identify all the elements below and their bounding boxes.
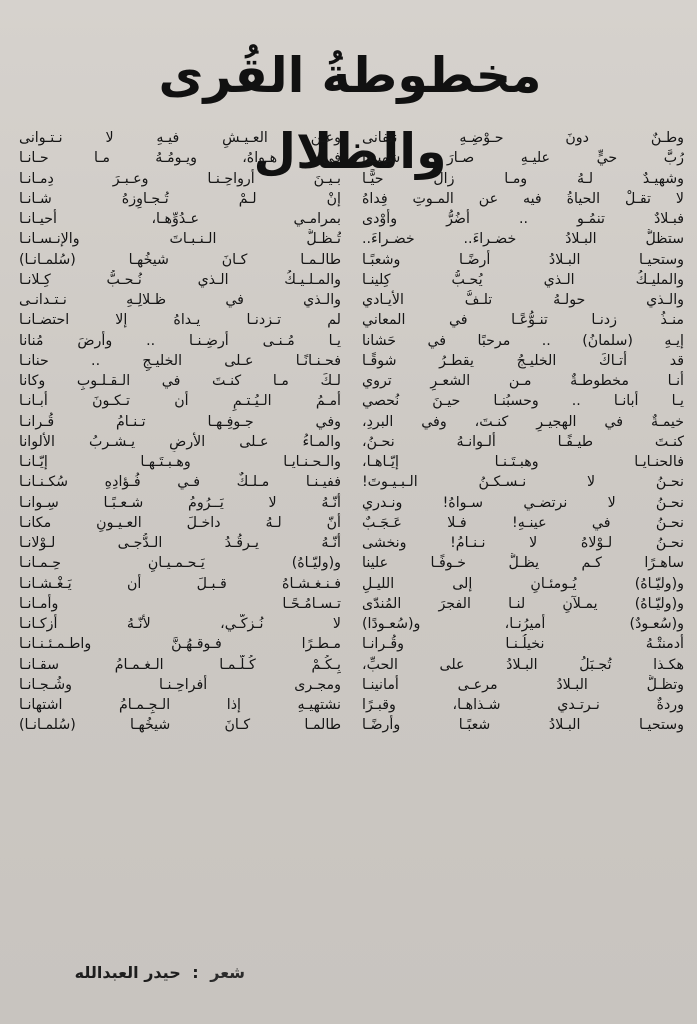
left-column-line: لم تـزدنـا يـداهُ إلا احتضـانـا [19, 312, 341, 329]
left-column-line: لا نُـزكّـي، لأنّـهُ أزكـانـا [19, 616, 341, 632]
right-column-line: خيمـةٌ في الهجيـرِ كنـتَ، وفي البردِ، [362, 413, 684, 430]
right-column-line: ساهـرًا كـم يظـلُّ خـوفًـا علينا [362, 555, 684, 572]
right-column-line: فالحنـايـا وهبـتَـنـا إيّـاهـا، [362, 454, 684, 470]
right-column-line: وطـنٌ دونَ حـوْضِـهِ نتفانى [362, 130, 684, 146]
left-column-line: نشتهيـهِ إذا الـجِـمـامُ اشتهانـا [19, 697, 341, 713]
poem-left-column [19, 128, 341, 736]
left-column-line: بـيـنَ أرواحِـنـا وعـبـرَ دِمـانـا [19, 170, 341, 187]
left-column-line: تُـظـلُّ الـنـبـاتَ والإنـسـانـا [19, 231, 341, 248]
right-column-line: وتظـلُّ البـلادُ مرعـى أمانينـا [362, 676, 684, 693]
right-column-line: و(وليّـاهُ) يمـلآنِ لنـا الفجرَ المُندّى [362, 595, 684, 612]
right-column-line: وردةٌ نـرتـدي شـذاهـا، وقبـرًا [362, 697, 684, 713]
right-column-line: قد أتـاكَ الخليـجُ يقطـرُ شوقًـا [362, 352, 684, 369]
right-column-line: وستحيـا البـلادُ شعبًـا وأرضًـا [362, 717, 684, 734]
left-column-line: يـا مُـنـى أرضِـنـا .. وأرضَ مُنانا [19, 332, 341, 349]
right-column-line: إيـهِ (سلمانُ) .. مرحبًا في حَشانا [362, 332, 684, 349]
left-column-line: والمـاءُ عـلى الأرضِ يـشـربُ الألوانا [19, 433, 341, 450]
right-column-line: نحـنُ في عينـهِ! فـلا عَـجَـبٌ [362, 514, 684, 531]
right-column-line: أنـا مخطوطـةٌ مـن الشعـرِ تروي [362, 373, 684, 389]
left-column-line: لـكَ مـا كنـتَ في الـقـلـوبِ وكانا [19, 373, 341, 389]
right-column-line: وشهيـدٌ لـهُ ومـا زالَ حيًّـا [362, 170, 684, 187]
right-column-line: لا تقـلْ الحياةُ فيه عن المـوتِ فِداهُ [362, 190, 684, 207]
right-column-line: و(سُعـودٌ) أميرُنـا، و(سُعـودًا) [362, 616, 684, 632]
right-column-line: فبـلادٌ تنمُـو .. أضُرُّ وأوْدى [362, 211, 684, 227]
right-column-line: أدمنتْـهُ نخيلُـنـا وقُـرانـا [362, 636, 684, 653]
left-column-line: في هـواهُ، ويـومُـهُ مـا حـانـا [19, 150, 341, 167]
right-column-line: رُبَّ حيٍّ عليـهِ صـارَ شهيـدًا [362, 150, 684, 167]
credit-label: شعر [210, 963, 245, 982]
left-column-line: مـطـرًا فـوقـهُـنَّ واطـمـئـنـانـا [19, 636, 341, 653]
left-column-line: وفي جـوفِـهـا تـنـامُ قُـرانـا [19, 413, 341, 430]
right-column-line: وستحيـا البـلادُ أرضًـا وشعبًـا [362, 251, 684, 268]
right-column-line: نحـنُ لا نرتضـي سـواهُ! ونـدري [362, 494, 684, 511]
left-column-line: والمـلـيـكُ الـذي نُـحـبُّ كِـلانـا [19, 271, 341, 288]
left-column-line: بِـكُـمْ كُـلّـمـا الـغـمـامُ سقـانـا [19, 656, 341, 673]
left-column-line: إنْ لـمْ تُـجـاوِزهُ شـانـا [19, 190, 341, 207]
left-column-line: و(وليّـاهُ) يَـحـمـيـانِ حِـمـانـا [19, 555, 341, 572]
right-column-line: كنـتَ طيـفًـا ألـوانـهُ نحـنُ، [362, 433, 684, 450]
right-column-line: نحـنُ لا نـسـكـنُ الـبـيـوتَ! [362, 474, 684, 491]
right-column-line: ستظلُّ البـلادُ خضـراءَ.. خضـراءَ.. [362, 231, 684, 248]
poem-right-column [362, 128, 684, 736]
left-column-line: ومجـرى أفراحِـنـا وشُـجـانـا [19, 676, 341, 693]
right-column-line: منـذُ زدنـا تنـوُّعًـا في المعاني [362, 312, 684, 329]
poet-name: حيدر العبدالله [74, 963, 181, 982]
right-column-line: نحـنُ لـوْلاهُ لا نـنـامُ! ونخشى [362, 535, 684, 551]
left-column-line: أنّـهُ يـرقُـدُ الـدُّجـى لـوْلانـا [19, 535, 341, 551]
right-column-line: و(وليّـاهُ) يُـومئـانِ إلى الليـلِ [362, 575, 684, 592]
right-column-line: هكـذا تُجـبَلُ البـلادُ على الحبِّ، [362, 656, 684, 673]
left-column-line: أنّ لـهُ داخـلَ العـيـونِ مكانـا [19, 514, 341, 531]
left-column-line: بمرامـي عـدُوِّهـا، أحيـانـا [19, 211, 341, 227]
poet-credit [30, 960, 245, 986]
left-column-line: تـسـامُـحًـا وأمـانـا [19, 595, 341, 612]
left-column-line: والـحـنـايـا وهـبـتَـهـا إيّـانـا [19, 454, 341, 470]
right-column-line: والـذي حولـهُ تلـفُّ الأيـادي [362, 292, 684, 308]
right-column-line: والمليـكُ الـذي يُحـبُّ كِلينـا [362, 271, 684, 288]
right-column-line: يـا أبانـا .. وحسبُنـا حيـنَ نُحصي [362, 393, 684, 410]
left-column-line: وعـن العـيـشِ فيـهِ لا نـتـوانى [19, 130, 341, 146]
credit-separator: : [192, 963, 199, 982]
left-column-line: فحـنـانًـا عـلى الخليـجِ .. حنانـا [19, 352, 341, 369]
poem-title: مخطوطةُ القُرى والظلال [158, 47, 542, 180]
left-column-line: أنّـهُ لا يَــرُومُ شـعـبًـا سِـوانـا [19, 494, 341, 511]
left-column-line: فـنـغـشـاهُ قـبـلَ أن يَـغْـشـانـا [19, 575, 341, 592]
left-column-line: أمـمُ الـيُـتـمِ أن تـكـونَ أبـانـا [19, 393, 341, 410]
left-column-line: طالمـا كـانَ شيخُهـا (سُلمـانـا) [19, 717, 341, 734]
left-column-line: والـذي في ظـلالِـهِ نـتـدانـى [19, 292, 341, 308]
left-column-line: طالـمـا كـانَ شيخُهـا (سُلمـانـا) [19, 251, 341, 268]
left-column-line: ففيـنـا مـلـكٌ فـي فُـؤادِهِ سُكـنـانـا [19, 474, 341, 491]
